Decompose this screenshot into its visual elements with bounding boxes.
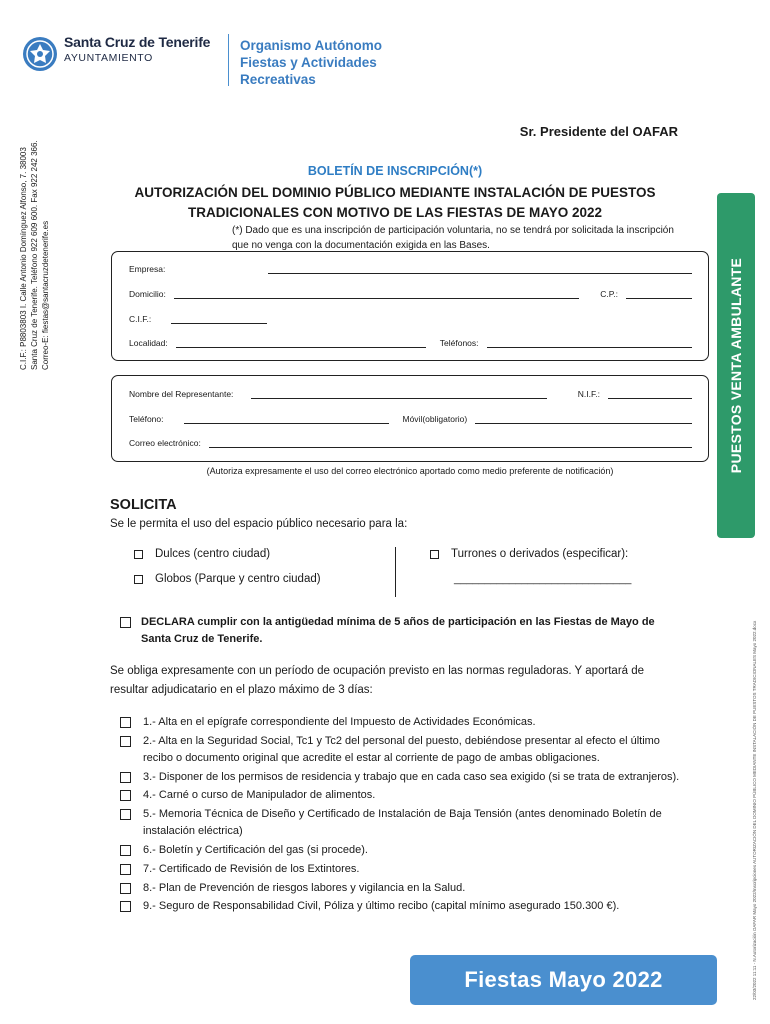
municipality-logo [22,36,58,72]
municipality-title: Santa Cruz de Tenerife [64,34,211,50]
list-item: 6.- Boletín y Certificación del gas (si procede). [120,842,682,859]
requirement-checkbox[interactable] [120,901,131,912]
org-line-1: Organismo Autónomo [240,38,382,53]
list-item: 7.- Certificado de Revisión de los Extintores. [120,861,682,878]
empresa-label: Empresa: [129,264,166,274]
correo-label: Correo electrónico: [129,438,201,448]
requirement-checkbox[interactable] [120,864,131,875]
domicilio-field[interactable] [174,291,579,299]
localidad-row [129,338,692,348]
representante-label: Nombre del Representante: [129,389,234,399]
telefono-label: Teléfono: [129,414,164,424]
requirement-checkbox[interactable] [120,790,131,801]
cif-row [129,314,692,324]
movil-label: Móvil(obligatorio) [402,414,468,424]
movil-field[interactable] [475,416,692,424]
form-title: BOLETÍN DE INSCRIPCIÓN(*) [307,164,483,178]
representante-row [129,389,692,399]
option-globos [134,573,321,585]
representative-info-box [111,375,709,462]
dulces-label: Dulces (centro ciudad) [155,548,271,560]
org-line-3: Recreativas [240,72,316,87]
requirement-checkbox[interactable] [120,809,131,820]
option-turrones [430,548,628,560]
correo-row [129,438,692,448]
declara-checkbox[interactable] [120,617,131,628]
empresa-row [129,264,692,274]
recipient: Sr. Presidente del OAFAR [519,124,678,139]
options-divider [395,547,396,597]
footer-banner: Fiestas Mayo 2022 [410,955,717,1005]
requirement-checkbox[interactable] [120,736,131,747]
empresa-field[interactable] [268,266,692,274]
category-tab [717,193,755,538]
nif-label: N.I.F.: [577,389,600,399]
category-tab-label: PUESTOS VENTA AMBULANTE [728,257,744,474]
list-item: 3.- Disponer de los permisos de residencia y trabajo que en cada caso sea exigido (si se trata de extranjeros). [120,769,682,786]
header-divider [228,34,229,86]
localidad-label: Localidad: [129,338,168,348]
requirement-checkbox[interactable] [120,845,131,856]
cp-label: C.P.: [600,289,618,299]
organization-name [240,37,382,88]
form-subtitle [100,183,690,223]
dulces-checkbox[interactable] [134,550,143,559]
globos-checkbox[interactable] [134,575,143,584]
cp-field[interactable] [626,291,692,299]
declara-text: DECLARA cumplir con la antigüedad mínima de 5 años de participación en las Fiestas de Mayo de Santa Cruz de Tenerife. [141,616,655,645]
org-line-2: Fiestas y Actividades [240,55,377,70]
list-item: 2.- Alta en la Seguridad Social, Tc1 y Tc2 del personal del puesto, debiéndose presentar al efecto el último recibo o documento original que acredite el estar al corriente de pago de ambas obligaciones. [120,733,682,767]
contact-line-1: C.I.F.: P8803803 I. Calle Antonio Domínguez Alfonso, 7. 38003 [19,147,28,370]
list-item: 5.- Memoria Técnica de Diseño y Certificado de Instalación de Baja Tensión (antes denominado Boletín de instalación eléctrica) [120,806,682,840]
solicita-subtitle: Se le permita el uso del espacio público necesario para la: [110,518,408,530]
company-info-box [111,251,709,361]
contact-line-2: Santa Cruz de Tenerife. Teléfono 922 609 600. Fax 922 242 366. [30,140,39,370]
form-subtitle-line-2: TRADICIONALES CON MOTIVO DE LAS FIESTAS DE MAYO 2022 [187,205,603,220]
option-dulces [134,548,270,560]
telefonos-label: Teléfonos: [439,338,479,348]
requirement-checkbox[interactable] [120,883,131,894]
turrones-label: Turrones o derivados (especificar): [451,548,629,560]
list-item: 9.- Seguro de Responsabilidad Civil, Póliza y último recibo (capital mínimo asegurado 150.300 €). [120,898,682,915]
municipality-name [64,34,210,64]
requirement-checkbox[interactable] [120,772,131,783]
domicilio-label: Domicilio: [129,289,166,299]
nif-field[interactable] [608,391,692,399]
voluntary-note: (*) Dado que es una inscripción de participación voluntaria, no se tendrá por solicitada la inscripción que no venga con la documentación exigida en las Bases. [232,225,674,251]
list-item: 4.- Carné o curso de Manipulador de alimentos. [120,787,682,804]
email-authorization-note: (Autoriza expresamente el uso del correo electrónico aportado como medio preferente de notificación) [206,466,614,476]
form-subtitle-line-1: AUTORIZACIÓN DEL DOMINIO PÚBLICO MEDIANTE INSTALACIÓN DE PUESTOS [134,185,656,200]
representante-field[interactable] [251,391,547,399]
turrones-checkbox[interactable] [430,550,439,559]
solicita-heading: SOLICITA [110,497,177,513]
domicilio-row [129,289,692,299]
telefono-row [129,414,692,424]
list-item: 8.- Plan de Prevención de riesgos labores y vigilancia en la Salud. [120,880,682,897]
contact-line-3: Correo-E: fiestas@santacruzdetenerife.es [41,220,50,370]
shield-logo-icon [22,36,58,72]
requirement-checkbox[interactable] [120,717,131,728]
list-item: 1.- Alta en el epígrafe correspondiente del Impuesto de Actividades Económicas. [120,714,682,731]
obligation-text: Se obliga expresamente con un período de ocupación previsto en las normas reguladoras. Y aportará de resultar adjudicatario en el plazo máximo de 3 días: [110,665,645,696]
telefonos-field[interactable] [487,340,692,348]
localidad-field[interactable] [176,340,426,348]
turrones-specify-field[interactable]: _____________________________ [454,573,632,585]
municipality-subtitle: AYUNTAMIENTO [64,52,153,64]
requirements-list [120,714,682,917]
declara-statement [120,614,682,648]
cif-field[interactable] [171,316,267,324]
correo-field[interactable] [209,440,692,448]
cif-label: C.I.F.: [129,314,152,324]
telefono-field[interactable] [184,416,389,424]
document-reference: 22/03/2022 11:11 - N.Autorización OAFAR Mayo 2022/Inscripciones AUTORIZACIÓN DEL DOMINIO PÚBLICO MEDIANTE INSTALACIÓN DE PUESTOS TRADICIONALES Mayo 2022.docx [752,620,757,1000]
globos-label: Globos (Parque y centro ciudad) [155,573,321,585]
contact-info-vertical [18,140,72,370]
